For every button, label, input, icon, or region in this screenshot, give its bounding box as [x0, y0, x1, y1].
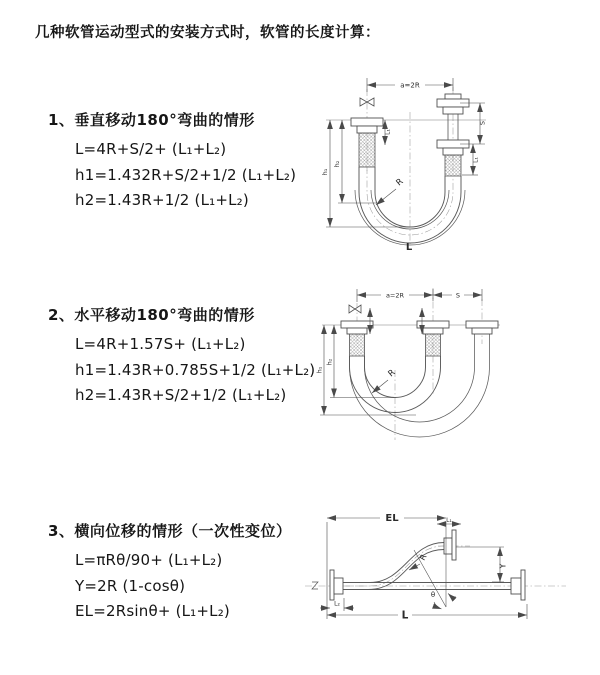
section-1 [48, 110, 296, 214]
dim-label-l2: L₂ [334, 600, 340, 608]
centerlines [367, 87, 453, 244]
hose-braid-sections [350, 334, 441, 356]
dim-label-s: S [478, 120, 487, 126]
length-label: L [401, 609, 409, 622]
dimension-lines [320, 518, 527, 619]
formula-el: EL=2Rsinθ+ (L₁+L₂) [75, 602, 230, 620]
dim-label-h1: h₁ [321, 168, 329, 176]
formula-h2: h2=1.43R+1/2 (L₁+L₂) [75, 191, 249, 209]
formula-l: L=4R+1.57S+ (L₁+L₂) [75, 335, 246, 353]
dim-label-a2r: a=2R [400, 81, 420, 90]
diagram-lateral-displacement [300, 498, 572, 650]
formula-h1: h1=1.432R+S/2+1/2 (L₁+L₂) [75, 165, 297, 184]
dim-label-l1: L₁ [446, 517, 452, 524]
dim-label-l1-right: L₁ [472, 157, 480, 163]
hose-curves [355, 167, 465, 245]
formula-y: Y=2R (1-cosθ) [75, 576, 186, 595]
dimension-lines [320, 289, 482, 415]
dim-label-h2: h₂ [333, 160, 341, 168]
dim-label-y: Y [498, 563, 508, 569]
dim-label-a2r: a=2R [385, 291, 405, 300]
angle-label: θ [430, 591, 436, 599]
section-2 [48, 305, 315, 409]
centerlines [357, 288, 482, 440]
section-2-heading: 2、水平移动180°弯曲的情形 [48, 306, 255, 324]
page-title: 几种软管运动型式的安装方式时，软管的长度计算： [35, 25, 380, 41]
formula-l: L=4R+S/2+ (L₁+L₂) [75, 140, 227, 158]
length-label: L [405, 242, 413, 253]
diagram-vertical-180 [310, 72, 545, 262]
valve-icon [349, 305, 361, 313]
formula-h2: h2=1.43R+S/2+1/2 (L₁+L₂) [75, 386, 287, 404]
section-3 [48, 521, 291, 625]
centerlines [305, 546, 566, 586]
centerline-break-mark [312, 582, 318, 589]
flanges [341, 321, 498, 334]
formula-h1: h1=1.43R+0.785S+1/2 (L₁+L₂) [75, 360, 316, 379]
radius-label: R [386, 367, 398, 380]
dim-label-h1: h₁ [315, 366, 324, 374]
diagram-horizontal-180 [310, 282, 545, 454]
dim-label-el: EL [385, 513, 399, 524]
dim-label-s: S [455, 291, 461, 300]
hose-curves [350, 334, 490, 437]
section-1-heading: 1、垂直移动180°弯曲的情形 [48, 111, 255, 129]
dim-label-h2: h₂ [325, 358, 334, 366]
radius-label: R [417, 552, 429, 562]
section-3-heading: 3、横向位移的情形（一次性变位） [48, 522, 292, 540]
radius-label: R [394, 176, 406, 189]
formula-l: L=πRθ/90+ (L₁+L₂) [75, 551, 223, 569]
dim-label-l1-left: L₁ [384, 129, 392, 135]
